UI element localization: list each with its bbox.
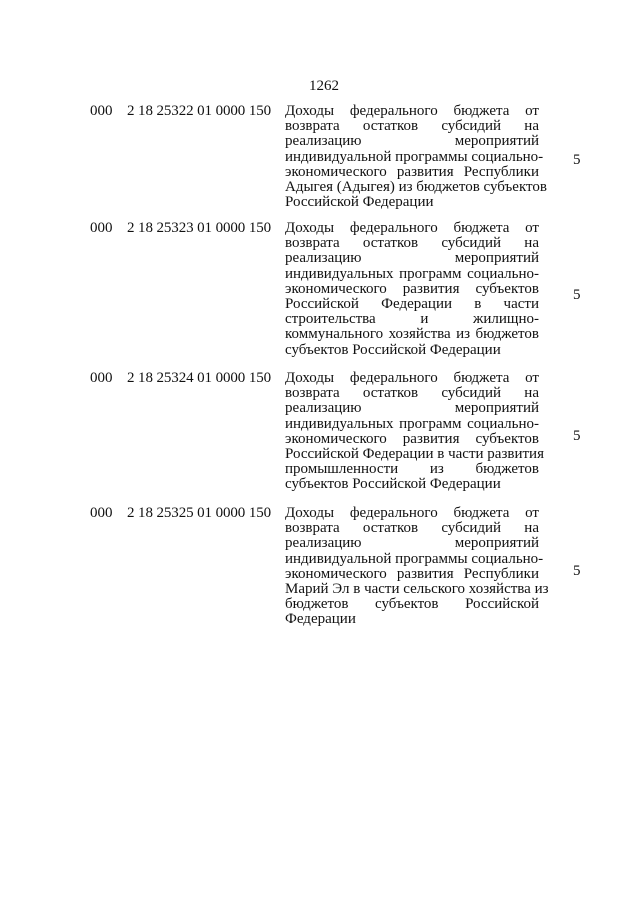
table-row	[0, 104, 640, 218]
description-line: субъектов Российской Федерации	[285, 476, 501, 493]
description-line: возврата остатков субсидий на	[285, 520, 539, 537]
description-line: промышленности из бюджетов	[285, 461, 539, 478]
description-line: Доходы федерального бюджета от	[285, 103, 539, 119]
revenue-description	[285, 370, 544, 493]
description-line: Доходы федерального бюджета от	[285, 505, 539, 521]
description-line: индивидуальных программ социально-	[285, 415, 539, 432]
admin-code: 000	[90, 505, 113, 521]
amount: 5	[573, 152, 581, 168]
admin-code: 000	[90, 103, 113, 119]
description-line: возврата остатков субсидий на	[285, 385, 539, 402]
amount: 5	[573, 287, 581, 303]
description-line: возврата остатков субсидий на	[285, 235, 539, 252]
page-number: 1262	[309, 78, 339, 94]
admin-code: 000	[90, 220, 113, 236]
admin-code: 000	[90, 370, 113, 386]
description-line: Федерации	[285, 611, 356, 628]
description-line: Доходы федерального бюджета от	[285, 370, 539, 386]
amount: 5	[573, 428, 581, 444]
budget-classification-code: 2 18 25324 01 0000 150	[127, 370, 272, 386]
description-line: Российской Федерации в части	[285, 295, 539, 312]
description-line: субъектов Российской Федерации	[285, 341, 501, 358]
revenue-description	[285, 103, 547, 211]
table-row	[0, 371, 640, 501]
description-line: реализацию мероприятий	[285, 535, 539, 552]
budget-classification-code: 2 18 25325 01 0000 150	[127, 505, 272, 521]
description-line: экономического развития Республики	[285, 163, 539, 180]
description-line: строительства и жилищно-	[285, 311, 539, 328]
description-line: индивидуальной программы социально-	[285, 148, 544, 165]
amount: 5	[573, 563, 581, 579]
description-line: бюджетов субъектов Российской	[285, 596, 539, 613]
description-line: реализацию мероприятий	[285, 250, 539, 267]
description-line: Российской Федерации в части развития	[285, 445, 544, 462]
budget-classification-code: 2 18 25322 01 0000 150	[127, 103, 272, 119]
description-line: Адыгея (Адыгея) из бюджетов субъектов	[285, 178, 547, 195]
description-line: Доходы федерального бюджета от	[285, 220, 539, 236]
table-row	[0, 221, 640, 366]
description-line: экономического развития субъектов	[285, 430, 539, 447]
description-line: индивидуальных программ социально-	[285, 265, 539, 282]
description-line: Российской Федерации	[285, 194, 434, 211]
description-line: экономического развития субъектов	[285, 280, 539, 297]
table-row	[0, 506, 640, 636]
description-line: возврата остатков субсидий на	[285, 118, 539, 135]
description-line: индивидуальной программы социально-	[285, 550, 544, 567]
revenue-description	[285, 505, 549, 628]
description-line: экономического развития Республики	[285, 565, 539, 582]
budget-classification-code: 2 18 25323 01 0000 150	[127, 220, 272, 236]
description-line: реализацию мероприятий	[285, 400, 539, 417]
description-line: Марий Эл в части сельского хозяйства из	[285, 580, 549, 597]
description-line: реализацию мероприятий	[285, 133, 539, 150]
revenue-description	[285, 221, 539, 358]
description-line: коммунального хозяйства из бюджетов	[285, 326, 539, 343]
